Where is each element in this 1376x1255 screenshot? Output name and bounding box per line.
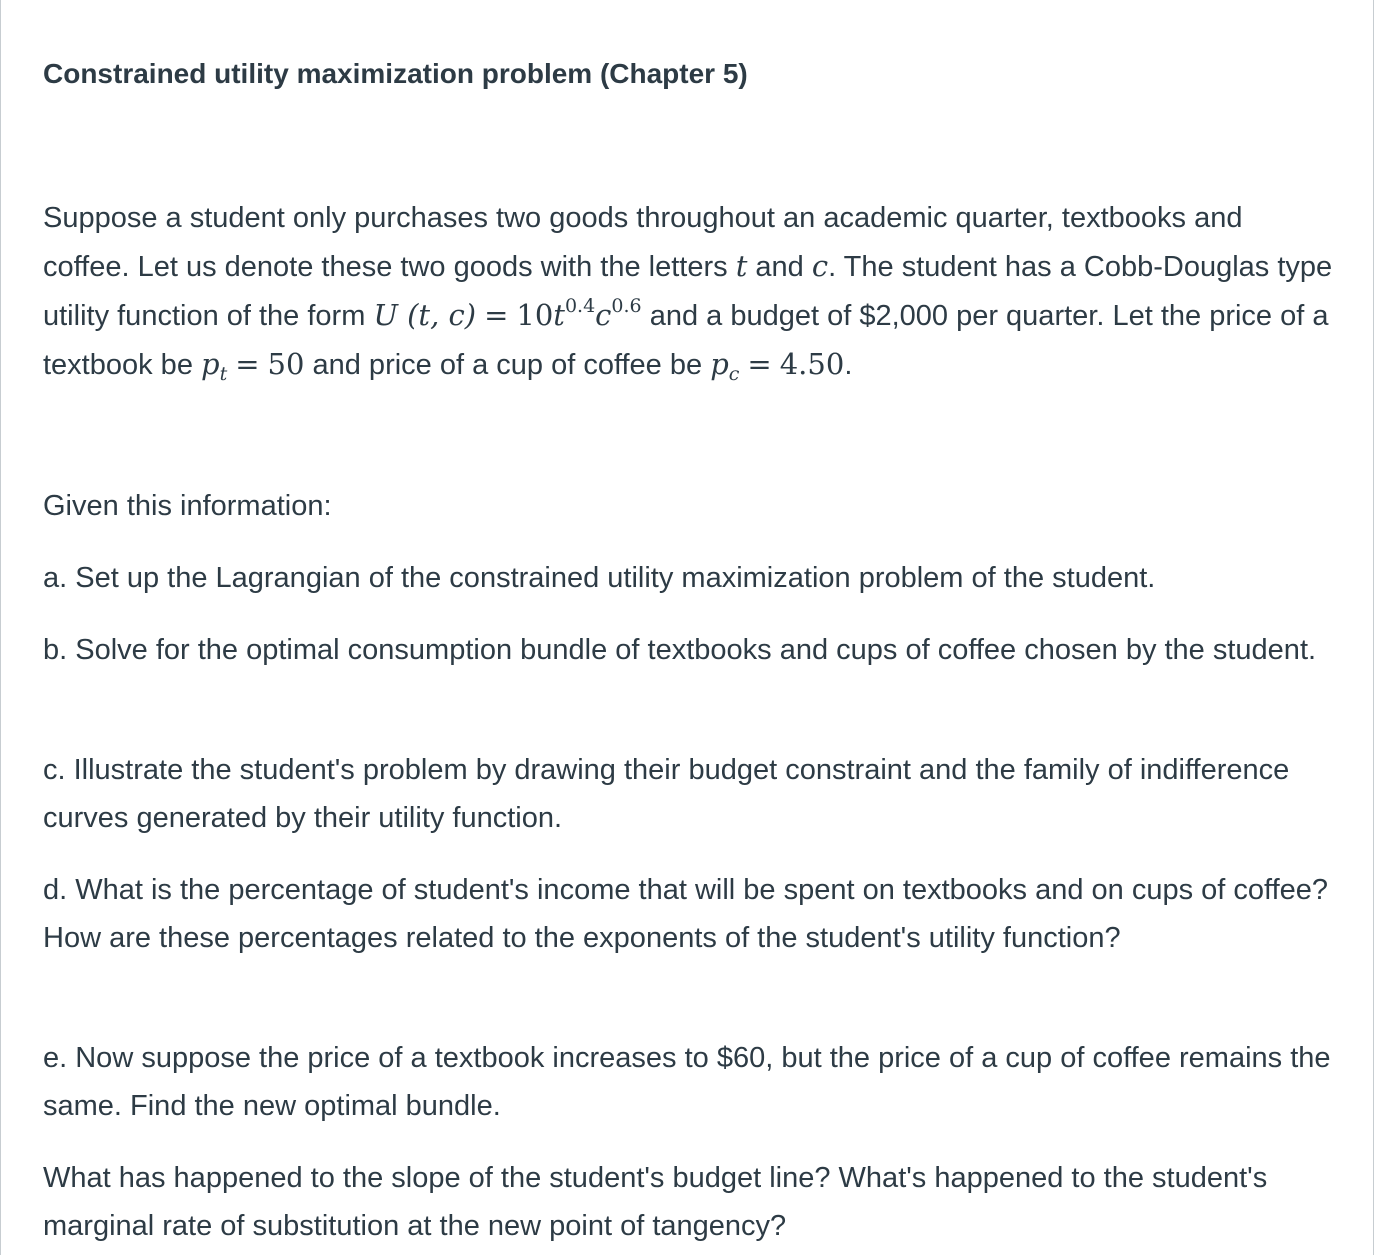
price-symbol-c: p (710, 347, 729, 381)
question-a: a. Set up the Lagrangian of the constrained utility maximization problem of the student. (43, 562, 1156, 594)
price-textbook (201, 347, 305, 385)
utility-function (373, 295, 642, 332)
price-coffee (710, 347, 845, 385)
price-coffee-value: 4.50 (779, 347, 845, 381)
utility-t: t (553, 298, 565, 332)
exponent-c: 0.6 (611, 295, 642, 317)
given-heading: Given this information: (43, 490, 332, 522)
price-subscript-c: c (728, 363, 740, 385)
question-followup: What has happened to the slope of the student's budget line? What's happened to the student's marginal rate of substitution at the new point of tangency? (43, 1162, 1268, 1242)
utility-arguments: (t, c) (407, 298, 477, 332)
price-textbook-value: 50 (267, 347, 305, 381)
exponent-t: 0.4 (564, 295, 596, 317)
intro-text-5: and price of a cup of coffee be (304, 349, 711, 381)
equals-sign-t: = (235, 347, 260, 381)
page-title: Constrained utility maximization problem (Chapter 5) (43, 58, 748, 89)
question-d: d. What is the percentage of student's income that will be spent on textbooks and on cups of coffee? How are these percentages related to the exponents of the student's utility function? (43, 874, 1329, 954)
question-c: c. Illustrate the student's problem by drawing their budget constraint and the family of indifference curves generated by their utility function. (43, 754, 1290, 834)
intro-text-6: . (844, 349, 853, 381)
equals-sign-c: = (747, 347, 772, 381)
intro-text-4: and a budget of $2,000 per quarter. Let the price of a textbook be (43, 300, 1329, 381)
variable-c: c (811, 249, 829, 283)
utility-symbol: U (373, 298, 398, 332)
intro-text-1: Suppose a student only purchases two goods throughout an academic quarter, textbooks and coffee. Let us denote these two goods with the letters (43, 202, 1243, 283)
question-e: e. Now suppose the price of a textbook increases to $60, but the price of a cup of coffee remains the same. Find the new optimal bundle. (43, 1042, 1331, 1122)
intro-text-3: . The student has a Cobb-Douglas type utility function of the form (43, 251, 1333, 332)
utility-coefficient: 10 (516, 298, 554, 332)
price-subscript-t: t (219, 363, 228, 385)
variable-t: t (735, 249, 748, 283)
price-symbol-t: p (201, 347, 220, 381)
intro-text-2: and (747, 251, 812, 283)
problem-intro (43, 194, 1333, 389)
utility-c: c (595, 298, 612, 332)
question-b: b. Solve for the optimal consumption bundle of textbooks and cups of coffee chosen by the student. (43, 634, 1317, 666)
equals-sign: = (484, 298, 509, 332)
